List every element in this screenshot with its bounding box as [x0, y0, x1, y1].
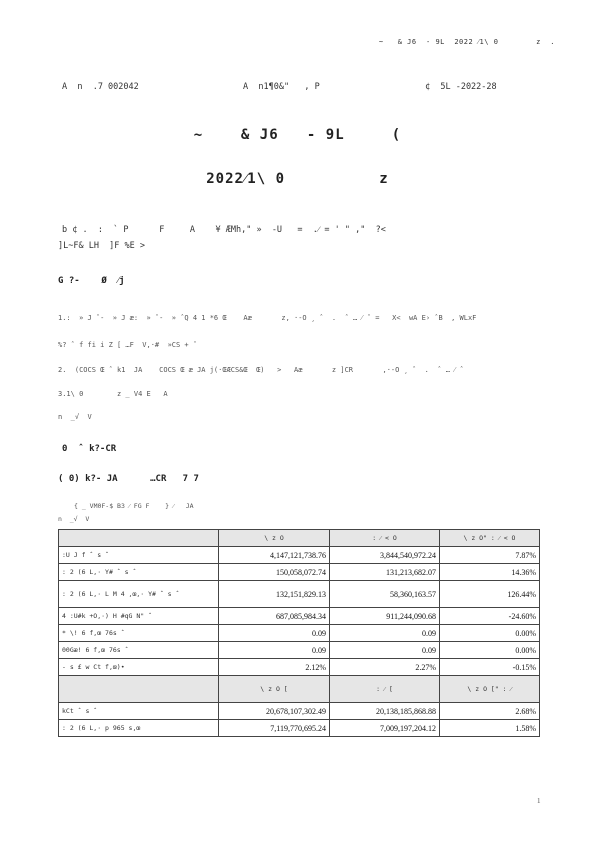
section-1-heading: G ?- Ø ⁄j — [58, 276, 125, 286]
prior-value: 7,009,197,204.12 — [330, 720, 440, 737]
current-value: 0.09 — [219, 625, 330, 642]
row-label: - s £ w Ct f,œ)• — [59, 659, 219, 676]
running-header: ~ & J6 - 9L 2022 ⁄1\ 0 z . — [378, 38, 555, 46]
row-label: 00Gæ! 6 f,œ 76s ˆ — [59, 642, 219, 659]
change-value: -0.15% — [440, 659, 540, 676]
table-row — [59, 564, 540, 581]
current-value: 0.09 — [219, 642, 330, 659]
row-label: kCt ˆ s ˆ — [59, 703, 219, 720]
company-code: A n .7 002042 — [62, 82, 139, 92]
header-cell: \ z O [" : ⁄ — [440, 676, 540, 703]
current-value: 687,085,984.34 — [219, 608, 330, 625]
header-cell: \ z O — [219, 530, 330, 547]
document-subtitle: 2022⁄1\ 0 z — [206, 171, 389, 187]
row-label: : 2 (6 L,· Y# ˆ s ˆ — [59, 564, 219, 581]
row-label: * \! 6 f,œ 76s ˆ — [59, 625, 219, 642]
change-value: 7.87% — [440, 547, 540, 564]
section-1-item-3: 3.1\ 0 z _ V4 E A — [58, 390, 168, 398]
section-2-heading: 0 ˆ k?-CR — [62, 444, 117, 454]
prior-value: 20,138,185,868.88 — [330, 703, 440, 720]
change-value: 14.36% — [440, 564, 540, 581]
header-cell — [59, 530, 219, 547]
table-row — [59, 720, 540, 737]
prior-value: 2.27% — [330, 659, 440, 676]
prior-value: 131,213,682.07 — [330, 564, 440, 581]
table-row — [59, 659, 540, 676]
prior-value: 911,244,090.68 — [330, 608, 440, 625]
section-1-item-3-cont: n _√ V — [58, 413, 92, 421]
header-cell: : ⁄ < O — [330, 530, 440, 547]
change-value: 1.58% — [440, 720, 540, 737]
table-unit: n _√ V — [58, 515, 90, 523]
header-cell: \ z O [ — [219, 676, 330, 703]
page-number: 1 — [537, 797, 541, 805]
row-label: : 2 (6 L,· p 965 s,œ — [59, 720, 219, 737]
company-abbreviation: A n1¶0&" , P — [243, 82, 320, 92]
table-row — [59, 581, 540, 608]
table-caption: { _ VM0F-$ B3 ⁄ FG F } ⁄ JA — [74, 502, 194, 510]
current-value: 132,151,829.13 — [219, 581, 330, 608]
prior-value: 0.09 — [330, 642, 440, 659]
section-1-item-2: 2. (COCS Œ ˆ k1 JA COCS Œ æ JA j(·ŒÆCS&Œ Œ) > Aæ z ]CR ,·-O ¸ ˆ . ˆ … ⁄ ˆ — [58, 366, 464, 374]
notice-line-1: b ¢ . : ` P F A ¥ ÆMh," » -U = .⁄ = ' " ," ?< — [62, 225, 386, 235]
notice-line-2: ]L~F& LH ]F %E > — [58, 241, 145, 251]
row-label: :U J f ˆ s ˆ — [59, 547, 219, 564]
change-value: -24.60% — [440, 608, 540, 625]
table-header-row — [59, 530, 540, 547]
table-row — [59, 703, 540, 720]
prior-value: 0.09 — [330, 625, 440, 642]
current-value: 20,678,107,302.49 — [219, 703, 330, 720]
row-label: : 2 (6 L,· L M 4 ,œ,· Y# ˆ s ˆ — [59, 581, 219, 608]
header-cell — [59, 676, 219, 703]
section-1-item-1: 1.: » J ˆ- » J æ: » ˆ- » ˆQ 4 1 *6 Œ Aæ z, ·-O ¸ ˆ . ˆ … ⁄ ˆ = X< wA E› ˆB , WLxF — [58, 314, 477, 322]
current-value: 150,058,072.74 — [219, 564, 330, 581]
table-row — [59, 642, 540, 659]
row-label: 4 :U#k +O,·) H #qG N" ˆ — [59, 608, 219, 625]
current-value: 7,119,770,695.24 — [219, 720, 330, 737]
table-row — [59, 547, 540, 564]
table-row — [59, 608, 540, 625]
header-cell: \ z O" : ⁄ < O — [440, 530, 540, 547]
current-value: 2.12% — [219, 659, 330, 676]
change-value: 126.44% — [440, 581, 540, 608]
section-3-heading: ( 0) k?- JA …CR 7 7 — [58, 474, 199, 484]
announcement-number: ¢ 5L -2022-28 — [425, 82, 497, 92]
change-value: 0.00% — [440, 642, 540, 659]
financial-table — [58, 529, 540, 737]
prior-value: 3,844,540,972.24 — [330, 547, 440, 564]
document-title: ~ & J6 - 9L ( — [193, 127, 402, 143]
current-value: 4,147,121,738.76 — [219, 547, 330, 564]
table-header-row — [59, 676, 540, 703]
table-row — [59, 625, 540, 642]
header-cell: : ⁄ [ — [330, 676, 440, 703]
change-value: 0.00% — [440, 625, 540, 642]
change-value: 2.68% — [440, 703, 540, 720]
section-1-item-1-cont: %? ˆ f fi i Z [ …F V,·# »CS + ˆ — [58, 341, 198, 349]
prior-value: 58,360,163.57 — [330, 581, 440, 608]
